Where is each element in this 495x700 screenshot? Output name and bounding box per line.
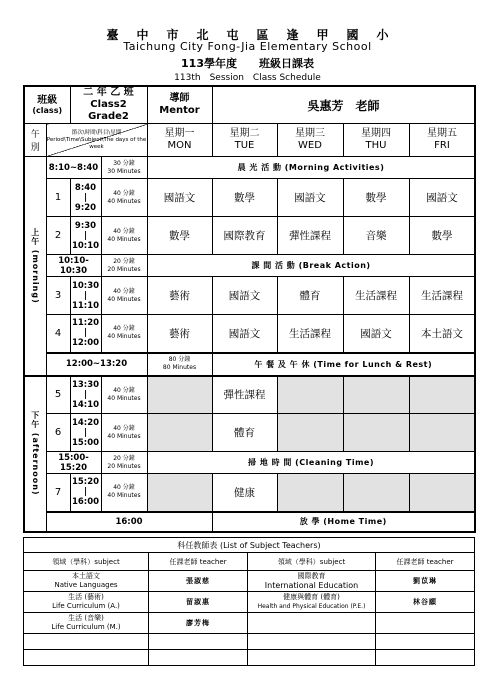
afternoon-label: 下午 (afternoon): [24, 376, 46, 532]
empty-cell: [24, 650, 149, 666]
duration-zh: 40 分鐘: [113, 484, 135, 492]
teacher-row: [24, 613, 475, 634]
period-number: 3: [46, 277, 70, 315]
activity-label: 午 餐 及 午 休 (Time for Lunch & Rest): [212, 353, 475, 376]
day-fri: [409, 124, 475, 157]
end-time: 16:00: [71, 497, 100, 508]
teacher-row: [24, 592, 475, 613]
end-time: 12:00: [71, 338, 100, 349]
empty-cell: [409, 414, 475, 452]
school-name-en: Taichung City Fong-Jia Elementary School: [123, 40, 372, 53]
teacher-name: 廖芳梅: [149, 613, 248, 634]
day-zh: 星期五: [427, 128, 457, 139]
subject-zh: 國際教育: [297, 572, 326, 580]
day-en: MON: [167, 140, 192, 151]
day-mon: [147, 124, 212, 157]
teacher-name: 留淑惠: [149, 592, 248, 613]
duration-zh: 40 分鐘: [113, 424, 135, 432]
day-zh: 星期二: [229, 128, 260, 139]
duration-en: 20 Minutes: [107, 265, 141, 273]
empty-cell: [409, 376, 475, 414]
subject-cell: 生活課程: [343, 277, 409, 315]
duration-zh: 20 分鐘: [113, 454, 135, 462]
corner-header-en: Period\Time\Subject\The days of the week: [46, 136, 147, 150]
duration-en: 40 Minutes: [107, 432, 141, 440]
subject-cell: 藝術: [147, 277, 212, 315]
empty-cell: [376, 650, 475, 666]
teacher-header: 任課老師 teacher: [149, 553, 248, 571]
end-time: 14:10: [71, 399, 100, 410]
subject-header: 領域（學科）subject: [248, 553, 376, 571]
class-info-row: [24, 86, 475, 124]
period-time: 12:00~13:20: [46, 353, 147, 376]
subject-en: International Education: [264, 581, 359, 590]
period-time: 15:00-15:20: [46, 452, 101, 474]
period-number: 2: [46, 217, 70, 255]
teacher-name: 林谷願: [376, 592, 475, 613]
end-time: 11:10: [71, 300, 100, 311]
start-time: 13:30: [71, 379, 100, 390]
class-schedule-table: [23, 85, 476, 533]
schedule-title-zh: 113學年度 班級日課表: [181, 57, 314, 70]
subject-en: Life Curriculum (A.): [52, 602, 120, 610]
duration-en: 40 Minutes: [107, 235, 141, 243]
subject-cell: 國際教育: [212, 217, 277, 255]
corner-header-zh: 節次\時間\科目\星期: [71, 129, 122, 136]
empty-cell: [248, 650, 376, 666]
period-number: 4: [46, 315, 70, 353]
duration-zh: 40 分鐘: [113, 189, 135, 197]
duration-zh: 20 分鐘: [113, 257, 135, 265]
duration-en: 80 Minutes: [162, 364, 197, 371]
duration-en: 40 Minutes: [107, 197, 141, 205]
subject-en: Native Languages: [54, 581, 118, 589]
subject-cell: 國語文: [409, 179, 475, 217]
period-row-2: 2 9:30 | 10:10 40 分鐘 40 Minutes 數學 國際教育 彈性課程 音樂 數學: [24, 217, 475, 255]
start-time: 14:20: [71, 417, 100, 428]
period-number: 5: [46, 376, 70, 414]
day-zh: 星期三: [295, 128, 325, 139]
day-thu: [343, 124, 409, 157]
empty-cell: [149, 634, 248, 650]
subject-cell: 國語文: [147, 179, 212, 217]
activity-label: 放 學 (Home Time): [212, 512, 475, 532]
period-row-1: 1 8:40 | 9:20 40 分鐘 40 Minutes 國語文 數學 國語文 數學 國語文: [24, 179, 475, 217]
day-en: THU: [365, 140, 387, 151]
subject-en: Life Curriculum (M.): [51, 623, 121, 631]
subject-cell: 體育: [277, 277, 343, 315]
empty-cell: [147, 414, 212, 452]
empty-cell: [277, 376, 343, 414]
subject-cell: 國語文: [343, 315, 409, 353]
day-wed: [277, 124, 343, 157]
subject-en: Health and Physical Education (P.E.): [257, 603, 366, 610]
class-label: 班級: [37, 95, 58, 106]
subject-zh: 生活 (藝術): [68, 593, 104, 601]
class-name-zh: 二 年 乙 班: [83, 87, 134, 98]
empty-cell: [248, 613, 376, 634]
teachers-title: 科任教師表 (List of Subject Teachers): [24, 538, 475, 553]
start-time: 11:20: [71, 318, 100, 329]
end-time: 15:00: [71, 437, 100, 448]
duration-en: 30 Minutes: [107, 167, 141, 175]
empty-cell: [147, 376, 212, 414]
subject-cell: 數學: [343, 179, 409, 217]
subject-cell: 數學: [147, 217, 212, 255]
period-number: 7: [46, 474, 70, 512]
period-row-6: 6 14:20 | 15:00 40 分鐘 40 Minutes 體育: [24, 414, 475, 452]
subject-cell: 生活課程: [409, 277, 475, 315]
subject-cell: 健康: [212, 474, 277, 512]
cleaning-row: [24, 452, 475, 474]
duration-en: 40 Minutes: [107, 333, 141, 341]
duration-zh: 40 分鐘: [113, 325, 135, 333]
period-row-4: 4 11:20 | 12:00 40 分鐘 40 Minutes 藝術 國語文 生活課程 國語文 本土語文: [24, 315, 475, 353]
morning-activity-row: [24, 157, 475, 179]
activity-label: 晨 光 活 動 (Morning Activities): [147, 157, 475, 179]
duration-en: 20 Minutes: [107, 462, 141, 470]
class-name-en: Class2 Grade2: [88, 99, 129, 122]
empty-cell: [248, 634, 376, 650]
day-zh: 星期一: [164, 128, 195, 139]
start-time: 8:40: [74, 182, 97, 193]
empty-cell: [277, 414, 343, 452]
period-number: 6: [46, 414, 70, 452]
subject-teachers-table: [23, 537, 475, 666]
duration-en: 40 Minutes: [107, 295, 141, 303]
day-zh: 星期四: [361, 128, 391, 139]
empty-cell: [149, 650, 248, 666]
empty-cell: [376, 613, 475, 634]
day-en: TUE: [234, 140, 255, 151]
empty-cell: [24, 634, 149, 650]
subject-cell: 數學: [212, 179, 277, 217]
teacher-name: 張淑慈: [149, 571, 248, 592]
class-label-en: (class): [32, 106, 63, 115]
mentor-label: 導師: [169, 93, 190, 104]
subject-cell: 彈性課程: [212, 376, 277, 414]
subject-cell: 音樂: [343, 217, 409, 255]
break-row: [24, 255, 475, 277]
day-en: FRI: [434, 140, 450, 151]
dismissal-row: [24, 512, 475, 532]
period-number: 1: [46, 179, 70, 217]
activity-label: 掃 地 時 間 (Cleaning Time): [147, 452, 475, 474]
day-en: WED: [298, 140, 322, 151]
duration-en: 40 Minutes: [107, 394, 141, 402]
morning-label: 上午 (morning): [24, 157, 46, 376]
period-time: 10:10-10:30: [46, 255, 101, 277]
period-time: 8:10~8:40: [46, 157, 101, 179]
mentor-name: 吳惠芳 老師: [212, 86, 475, 124]
noon-label: 午別: [24, 124, 46, 157]
activity-label: 課 間 活 動 (Break Action): [147, 255, 475, 277]
duration-zh: 80 分鐘: [168, 356, 191, 363]
corner-header: [46, 124, 147, 157]
subject-zh: 本土語文: [72, 572, 100, 580]
empty-cell: [343, 414, 409, 452]
duration-zh: 40 分鐘: [113, 386, 135, 394]
subject-cell: 體育: [212, 414, 277, 452]
period-row-3: 3 10:30 | 11:10 40 分鐘 40 Minutes 藝術 國語文 體育 生活課程 生活課程: [24, 277, 475, 315]
mentor-label-en: Mentor: [159, 105, 200, 116]
subject-cell: 數學: [409, 217, 475, 255]
end-time: 10:10: [71, 240, 100, 251]
empty-cell: [343, 376, 409, 414]
empty-cell: [277, 474, 343, 512]
subject-cell: 國語文: [212, 315, 277, 353]
schedule-title-en: 113th Session Class Schedule: [174, 73, 321, 83]
day-header-row: [24, 124, 475, 157]
day-tue: [212, 124, 277, 157]
start-time: 15:20: [71, 477, 100, 488]
start-time: 10:30: [71, 280, 100, 291]
subject-zh: 健康與體育 (體育): [283, 593, 340, 601]
subject-cell: 國語文: [277, 179, 343, 217]
end-time: 9:20: [74, 202, 97, 213]
period-row-5: 下午 (afternoon) 5 13:30 | 14:10 40 分鐘 40 Minutes 彈性課程: [24, 376, 475, 414]
subject-cell: 本土語文: [409, 315, 475, 353]
start-time: 9:30: [74, 220, 97, 231]
teacher-name: 劉苡琳: [376, 571, 475, 592]
empty-cell: [376, 634, 475, 650]
subject-cell: 國語文: [212, 277, 277, 315]
teacher-header: 任課老師 teacher: [376, 553, 475, 571]
duration-zh: 40 分鐘: [113, 227, 135, 235]
empty-cell: [343, 474, 409, 512]
subject-zh: 生活 (音樂): [68, 614, 104, 622]
lunch-row: [24, 353, 475, 376]
period-time: 16:00: [46, 512, 212, 532]
subject-cell: 生活課程: [277, 315, 343, 353]
duration-zh: 40 分鐘: [113, 287, 135, 295]
empty-cell: [147, 474, 212, 512]
teacher-row: [24, 571, 475, 592]
period-row-7: 7 15:20 | 16:00 40 分鐘 40 Minutes 健康: [24, 474, 475, 512]
subject-header: 領域（學科）subject: [24, 553, 149, 571]
empty-cell: [409, 474, 475, 512]
school-name-zh: 臺中市北屯區逢甲國小: [106, 28, 407, 42]
subject-cell: 藝術: [147, 315, 212, 353]
duration-en: 40 Minutes: [107, 492, 141, 500]
subject-cell: 彈性課程: [277, 217, 343, 255]
duration-zh: 30 分鐘: [113, 159, 135, 167]
